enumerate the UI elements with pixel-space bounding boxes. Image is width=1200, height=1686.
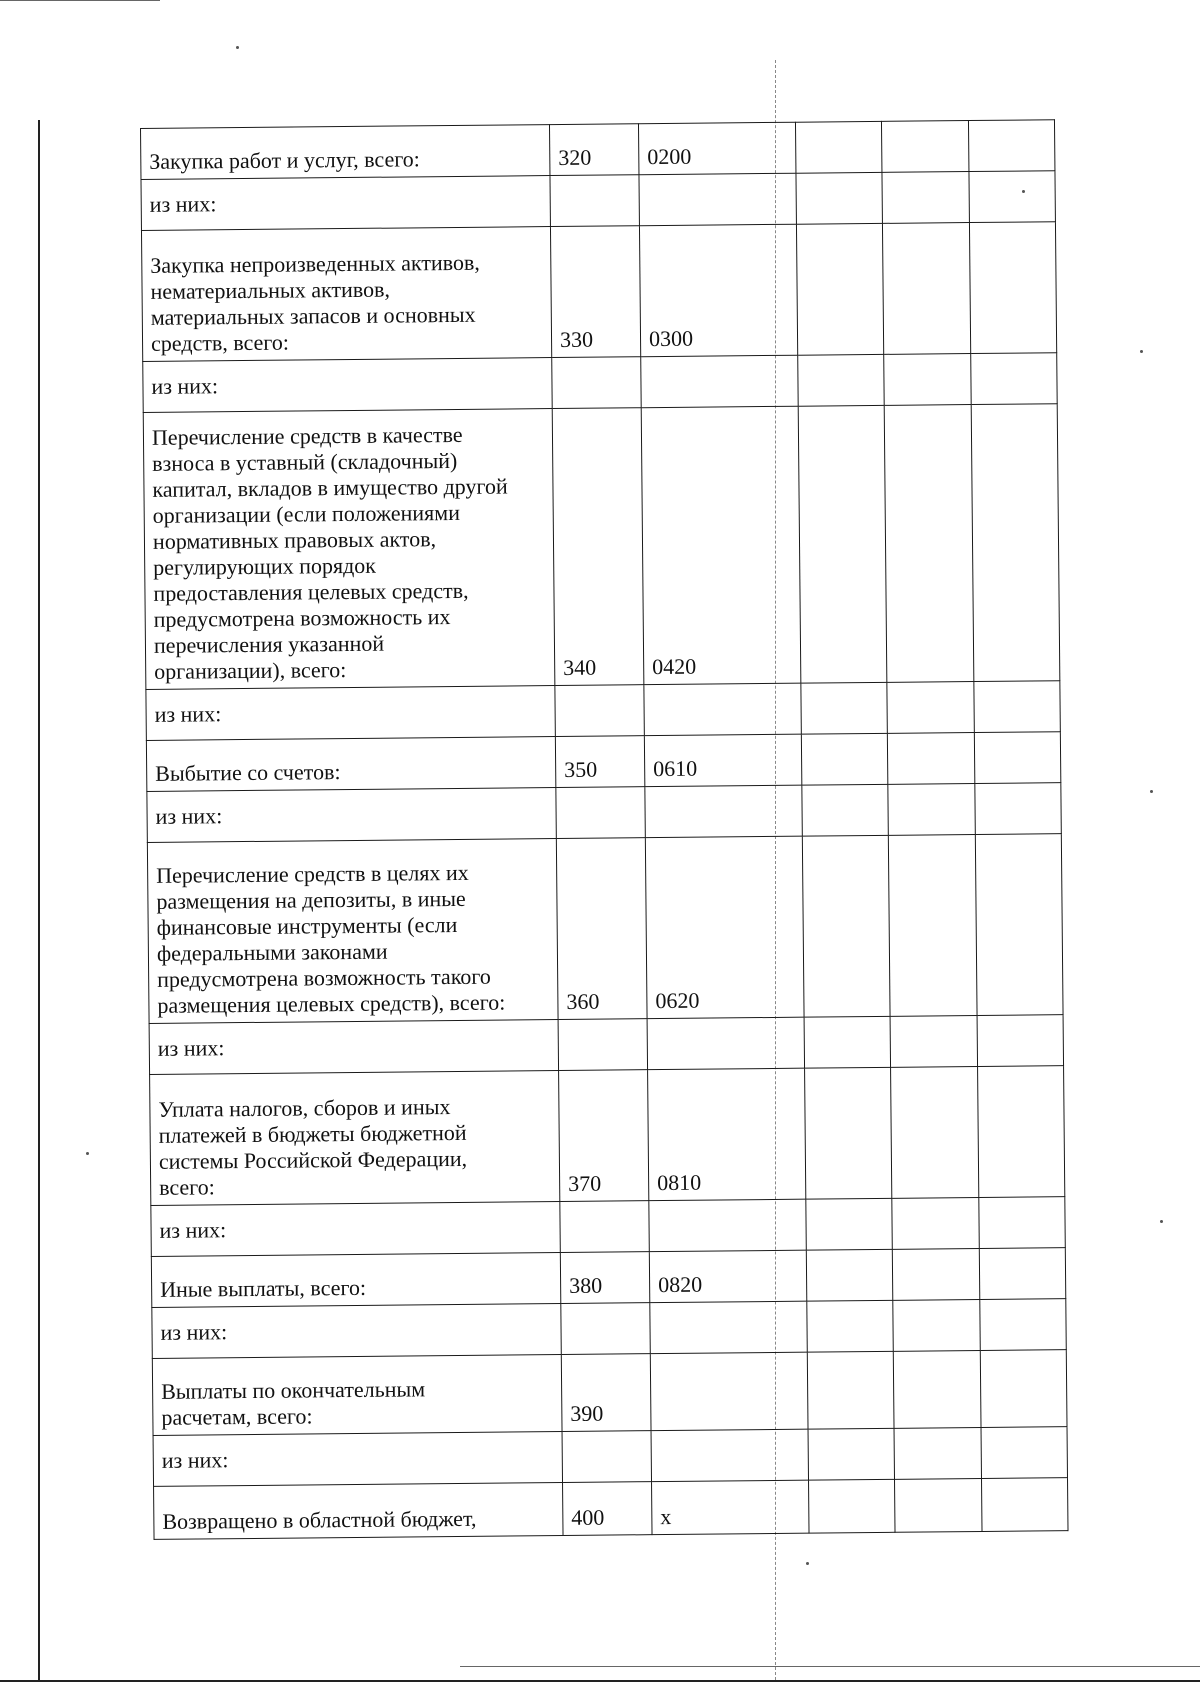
row-name: Иные выплаты, всего: (160, 1274, 367, 1302)
table-row (154, 1478, 1068, 1540)
scan-bottom-border (0, 1680, 1200, 1682)
row-value-cell-2 (888, 733, 975, 785)
row-value-cell-3 (978, 1197, 1065, 1249)
row-kosgu-code: x (660, 1503, 672, 1530)
table-row (146, 681, 1060, 741)
scan-top-stroke (0, 0, 160, 1)
row-line-code: 350 (564, 756, 598, 782)
row-name-cell (154, 1483, 563, 1540)
row-name-cell (147, 788, 556, 843)
table-row (147, 783, 1061, 843)
row-value-cell-1 (807, 1351, 894, 1429)
row-name: из них: (154, 701, 222, 727)
row-value-cell-1 (806, 1249, 893, 1301)
row-value-cell-1 (798, 354, 885, 406)
row-value-cell-3 (975, 834, 1063, 1016)
row-value-cell-1 (802, 784, 889, 836)
row-code-cell (638, 122, 795, 175)
row-line-code: 390 (570, 1400, 604, 1426)
row-value-cell-1 (805, 1067, 893, 1199)
scan-bottom-stroke (460, 1666, 1200, 1667)
row-name: Закупка работ и услуг, всего: (149, 146, 420, 174)
row-value-cell-1 (809, 1479, 896, 1533)
row-name-cell (141, 176, 550, 231)
row-value-cell-1 (808, 1428, 895, 1480)
row-code-cell (649, 1199, 806, 1252)
row-line-cell (556, 787, 645, 839)
row-value-cell-1 (804, 1016, 891, 1068)
row-name-cell (143, 409, 555, 690)
row-name: Перечисление средств в целях их размещения на депозиты, в иные финансовые инструменты (если федеральными законами предусмотрена возможность такого размещения целевых средств), всего: (156, 859, 506, 1018)
row-code-cell (644, 734, 801, 787)
row-name-cell (150, 1071, 560, 1206)
row-name-cell (146, 737, 555, 792)
table-row (141, 222, 1056, 362)
table-row (143, 353, 1057, 413)
payments-table (140, 119, 1069, 1540)
row-line-cell (563, 1482, 653, 1536)
row-code-cell (652, 1480, 810, 1535)
row-value-cell-1 (796, 172, 883, 224)
row-value-cell-2 (894, 1350, 981, 1428)
row-name-cell (143, 358, 552, 413)
row-name-cell (151, 1202, 560, 1257)
table-row (149, 1015, 1063, 1075)
row-code-cell (645, 836, 804, 1018)
row-value-cell-3 (969, 222, 1057, 354)
row-value-cell-2 (887, 682, 974, 734)
row-kosgu-code: 0620 (655, 987, 700, 1014)
row-kosgu-code: 0820 (658, 1271, 703, 1298)
row-kosgu-code: 0200 (647, 143, 692, 170)
row-value-cell-3 (970, 353, 1057, 405)
row-code-cell (647, 1017, 804, 1070)
row-value-cell-3 (979, 1248, 1066, 1300)
row-name-cell (153, 1432, 562, 1487)
row-code-cell (639, 173, 796, 226)
row-name-cell (141, 125, 550, 180)
row-line-cell (560, 1252, 649, 1304)
row-value-cell-1 (795, 121, 882, 173)
table-row (152, 1299, 1066, 1359)
row-line-cell (555, 736, 644, 788)
row-name: из них: (159, 1217, 227, 1243)
row-value-cell-2 (882, 121, 969, 173)
table-row (141, 120, 1055, 180)
row-value-cell-2 (888, 784, 975, 836)
row-value-cell-2 (890, 1016, 977, 1068)
row-value-cell-2 (885, 405, 974, 683)
row-value-cell-3 (974, 681, 1061, 733)
row-code-cell (651, 1429, 808, 1482)
row-value-cell-1 (807, 1300, 894, 1352)
speck (1140, 350, 1143, 353)
row-line-cell (552, 408, 644, 686)
row-value-cell-3 (974, 732, 1061, 784)
row-name: Уплата налогов, сборов и иных платежей в бюджеты бюджетной системы Российской Федерации, всего: (158, 1094, 468, 1200)
row-line-cell (555, 685, 644, 737)
row-name: из них: (149, 191, 217, 217)
row-line-code: 370 (568, 1170, 602, 1196)
row-line-code: 360 (566, 988, 600, 1014)
row-name: Перечисление средств в качестве взноса в уставный (складочный) капитал, вкладов в имущество другой организации (если положениями нормативных правовых актов, регулирующих порядок предоставления целевых средств, предусмотрена возможность их перечисления указанной организации), всего: (151, 421, 508, 684)
row-name: из них: (157, 1035, 225, 1061)
table-row (143, 404, 1060, 690)
speck (236, 46, 239, 49)
row-name-cell (152, 1304, 561, 1359)
table-row (147, 834, 1063, 1024)
row-code-cell (650, 1352, 808, 1431)
row-value-cell-3 (974, 783, 1061, 835)
row-value-cell-3 (979, 1299, 1066, 1351)
row-value-cell-2 (893, 1299, 980, 1351)
table-row (152, 1350, 1067, 1436)
row-name: из них: (160, 1319, 228, 1345)
row-line-code: 380 (569, 1272, 603, 1298)
row-line-cell (550, 175, 639, 227)
row-value-cell-2 (889, 835, 977, 1017)
row-value-cell-1 (801, 682, 888, 734)
row-line-code: 400 (571, 1504, 605, 1530)
row-value-cell-3 (977, 1015, 1064, 1067)
row-value-cell-3 (981, 1478, 1068, 1532)
row-value-cell-1 (802, 835, 890, 1017)
row-line-cell (560, 1201, 649, 1253)
row-line-cell (561, 1354, 651, 1432)
row-line-code: 340 (563, 654, 597, 680)
speck (86, 1152, 89, 1155)
row-name-cell (149, 1020, 558, 1075)
table-row (141, 171, 1055, 231)
row-line-code: 320 (558, 144, 592, 170)
scan-left-border (38, 120, 40, 1680)
row-name-cell (147, 839, 558, 1024)
row-line-code: 330 (559, 326, 594, 352)
row-value-cell-3 (969, 171, 1056, 223)
row-value-cell-2 (893, 1248, 980, 1300)
row-value-cell-1 (806, 1198, 893, 1250)
row-line-cell (556, 838, 647, 1020)
row-name: Выплаты по окончательным расчетам, всего: (161, 1376, 426, 1430)
row-kosgu-code: 0810 (657, 1169, 702, 1196)
row-code-cell (644, 683, 801, 736)
table-row (150, 1066, 1065, 1206)
speck (1160, 1220, 1163, 1223)
row-value-cell-3 (971, 404, 1060, 682)
row-value-cell-3 (981, 1427, 1068, 1479)
row-name: Возвращено в областной бюджет, (162, 1505, 477, 1534)
row-line-cell (552, 357, 641, 409)
row-name-cell (152, 1355, 562, 1436)
row-value-cell-2 (895, 1478, 982, 1532)
speck (806, 1562, 809, 1565)
financial-table-sheet (140, 119, 1069, 1568)
row-name: из них: (161, 1447, 229, 1473)
row-name-cell (151, 1253, 560, 1308)
table-row (153, 1427, 1067, 1487)
row-name: из них: (155, 803, 223, 829)
row-value-cell-3 (980, 1350, 1067, 1428)
row-code-cell (641, 355, 798, 408)
row-value-cell-1 (801, 733, 888, 785)
table-row (151, 1248, 1065, 1308)
row-code-cell (645, 785, 802, 838)
row-line-cell (558, 1019, 647, 1071)
row-value-cell-1 (796, 223, 884, 355)
table-row (151, 1197, 1065, 1257)
row-code-cell (639, 224, 797, 357)
row-value-cell-3 (968, 120, 1055, 172)
row-code-cell (641, 406, 801, 684)
row-kosgu-code: 0420 (652, 653, 697, 680)
row-kosgu-code: 0300 (648, 325, 694, 352)
row-line-cell (550, 226, 640, 358)
table-row (146, 732, 1060, 792)
row-line-cell (549, 124, 638, 176)
row-value-cell-2 (884, 354, 971, 406)
row-code-cell (649, 1250, 806, 1303)
table-body (141, 120, 1069, 1540)
row-line-cell (562, 1431, 651, 1483)
row-name: Выбытие со счетов: (155, 759, 341, 786)
row-value-cell-2 (883, 223, 971, 355)
row-value-cell-2 (894, 1427, 981, 1479)
row-name-cell (146, 686, 555, 741)
row-value-cell-2 (892, 1198, 979, 1250)
row-line-cell (561, 1303, 650, 1355)
row-value-cell-2 (882, 172, 969, 224)
row-name: Закупка непроизведенных активов, нематериальных активов, материальных запасов и основных средств, всего: (150, 249, 480, 356)
row-code-cell (648, 1068, 806, 1201)
row-name: из них: (151, 373, 219, 399)
row-kosgu-code: 0610 (653, 755, 698, 782)
row-value-cell-1 (798, 405, 887, 683)
speck (1150, 790, 1153, 793)
row-value-cell-2 (891, 1067, 979, 1199)
row-line-cell (559, 1070, 649, 1202)
row-name-cell (141, 227, 551, 362)
row-value-cell-3 (977, 1066, 1065, 1198)
row-code-cell (650, 1301, 807, 1354)
